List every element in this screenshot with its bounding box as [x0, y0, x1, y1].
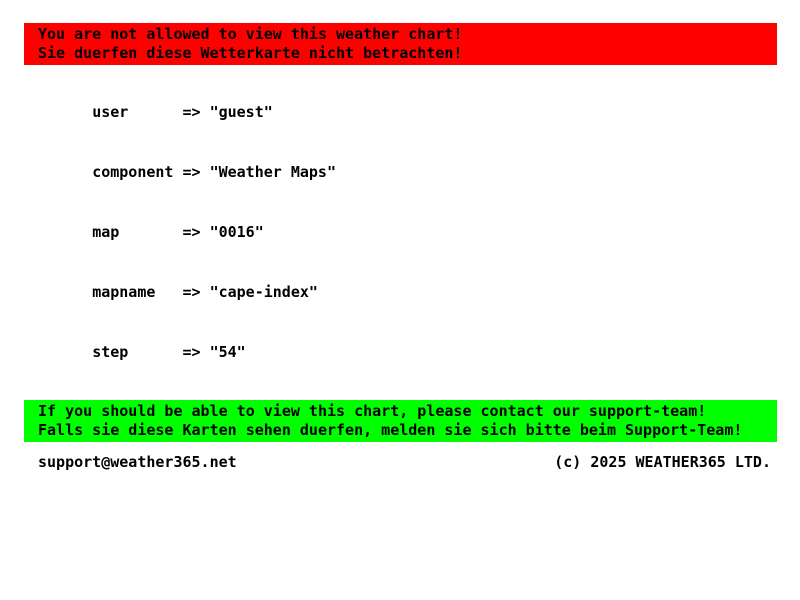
detail-value: "guest" [209, 103, 273, 121]
detail-key: map [92, 223, 120, 241]
contact-support-banner [24, 400, 777, 442]
support-email: support@weather365.net [38, 453, 237, 471]
detail-row-step [38, 322, 800, 382]
detail-value: "0016" [209, 223, 264, 241]
request-details [38, 82, 800, 382]
copyright-notice: (c) 2025 WEATHER365 LTD. [554, 453, 771, 471]
detail-value: "cape-index" [209, 283, 318, 301]
access-denied-message-en: You are not allowed to view this weather chart! [38, 25, 463, 43]
detail-row-mapname [38, 262, 800, 322]
access-denied-banner [24, 23, 777, 65]
detail-key: user [92, 103, 129, 121]
detail-row-map [38, 202, 800, 262]
detail-value: "Weather Maps" [209, 163, 336, 181]
detail-row-component [38, 142, 800, 202]
detail-key: mapname [92, 283, 156, 301]
access-denied-message-de: Sie duerfen diese Wetterkarte nicht betrachten! [38, 44, 463, 62]
detail-key: component [92, 163, 174, 181]
arrow-glyph: => [182, 163, 201, 181]
arrow-glyph: => [182, 283, 201, 301]
detail-value: "54" [209, 343, 246, 361]
contact-support-message-de: Falls sie diese Karten sehen duerfen, melden sie sich bitte beim Support-Team! [38, 421, 743, 439]
page [0, 23, 800, 600]
arrow-glyph: => [182, 103, 201, 121]
arrow-glyph: => [182, 223, 201, 241]
detail-key: step [92, 343, 129, 361]
arrow-glyph: => [182, 343, 201, 361]
contact-support-message-en: If you should be able to view this chart, please contact our support-team! [38, 402, 707, 420]
detail-row-user [38, 82, 800, 142]
footer [38, 452, 771, 472]
